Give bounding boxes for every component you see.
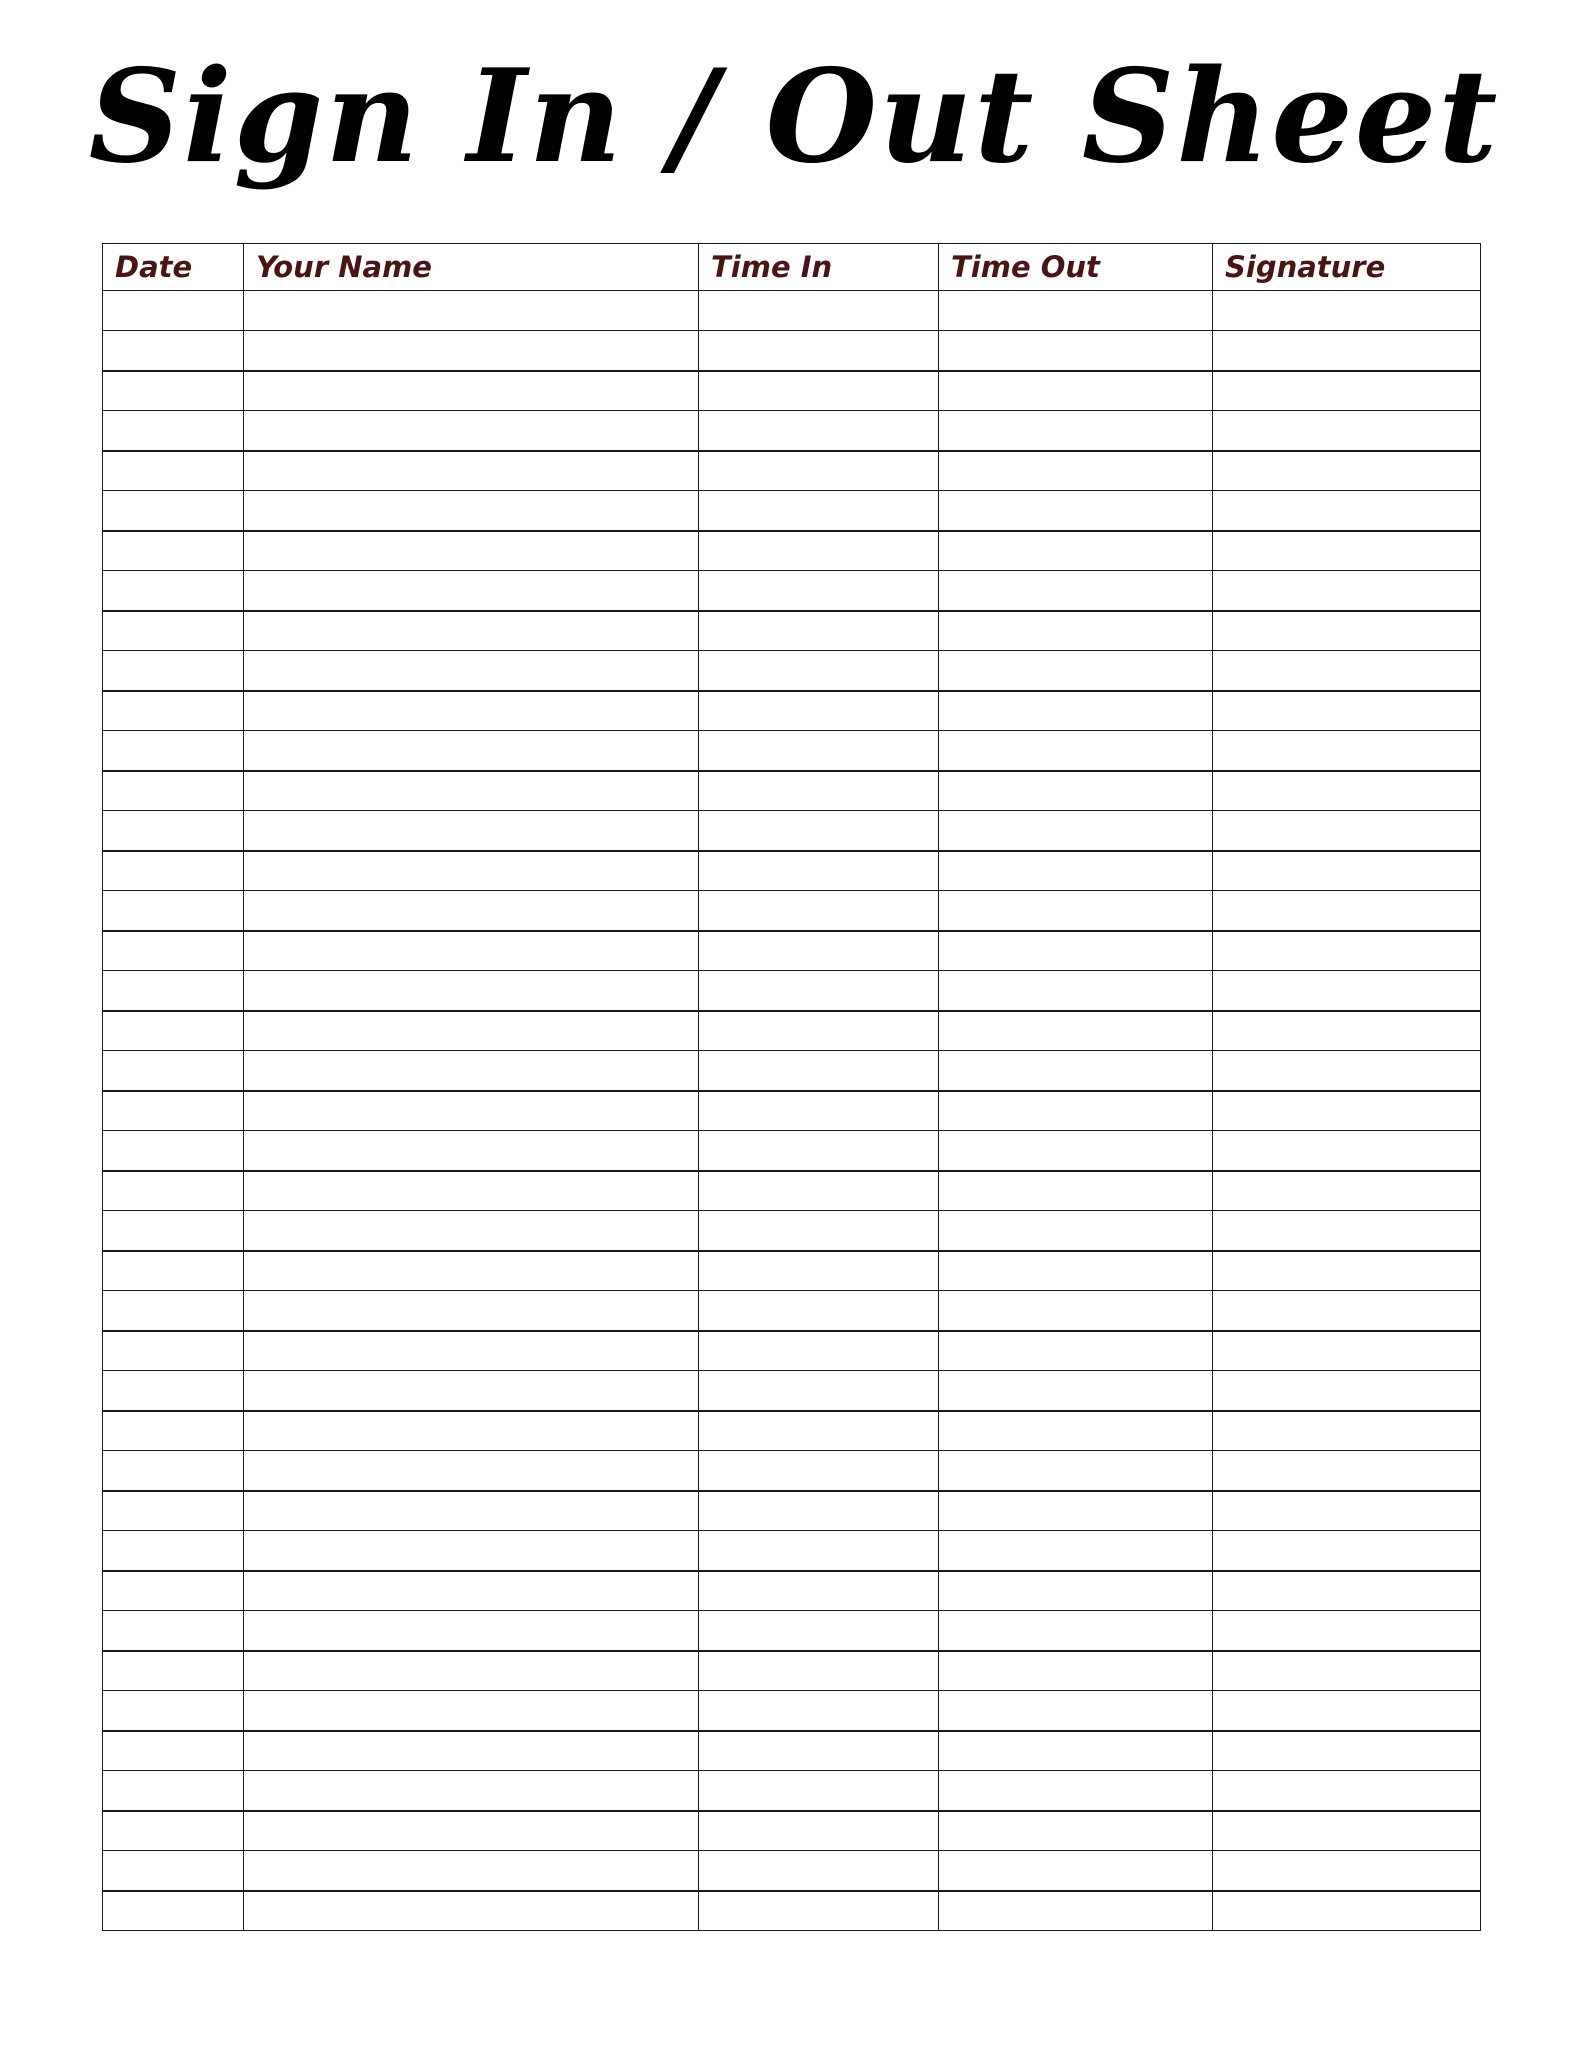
table-row xyxy=(103,411,1481,451)
table-row xyxy=(103,1091,1481,1131)
cell-signature xyxy=(1213,771,1481,811)
table-row xyxy=(103,1251,1481,1291)
table-row xyxy=(103,971,1481,1011)
cell-time-in xyxy=(699,1011,939,1051)
cell-your-name xyxy=(244,1891,699,1931)
cell-time-out xyxy=(939,1131,1213,1171)
cell-time-out xyxy=(939,1891,1213,1931)
cell-your-name xyxy=(244,1411,699,1451)
cell-signature xyxy=(1213,1571,1481,1611)
cell-signature xyxy=(1213,1131,1481,1171)
cell-signature xyxy=(1213,611,1481,651)
cell-time-in xyxy=(699,1251,939,1291)
cell-time-out xyxy=(939,491,1213,531)
cell-time-in xyxy=(699,691,939,731)
cell-signature xyxy=(1213,411,1481,451)
table-row xyxy=(103,1211,1481,1251)
cell-signature xyxy=(1213,931,1481,971)
column-header-date: Date xyxy=(103,244,244,291)
cell-your-name xyxy=(244,971,699,1011)
cell-time-out xyxy=(939,1531,1213,1571)
cell-time-out xyxy=(939,691,1213,731)
cell-signature xyxy=(1213,1891,1481,1931)
cell-time-out xyxy=(939,1331,1213,1371)
cell-date xyxy=(103,1891,244,1931)
cell-signature xyxy=(1213,451,1481,491)
cell-time-out xyxy=(939,291,1213,331)
cell-your-name xyxy=(244,371,699,411)
table-row xyxy=(103,451,1481,491)
cell-your-name xyxy=(244,1011,699,1051)
cell-your-name xyxy=(244,851,699,891)
cell-date xyxy=(103,1371,244,1411)
table-row xyxy=(103,1531,1481,1571)
cell-date xyxy=(103,371,244,411)
table-row xyxy=(103,1051,1481,1091)
cell-time-in xyxy=(699,291,939,331)
cell-your-name xyxy=(244,891,699,931)
cell-your-name xyxy=(244,451,699,491)
table-row xyxy=(103,1651,1481,1691)
cell-signature xyxy=(1213,571,1481,611)
cell-time-out xyxy=(939,1851,1213,1891)
cell-signature xyxy=(1213,1371,1481,1411)
cell-signature xyxy=(1213,851,1481,891)
cell-time-in xyxy=(699,1411,939,1451)
cell-time-out xyxy=(939,451,1213,491)
table-row xyxy=(103,531,1481,571)
cell-date xyxy=(103,971,244,1011)
cell-signature xyxy=(1213,691,1481,731)
cell-time-in xyxy=(699,651,939,691)
cell-date xyxy=(103,1691,244,1731)
cell-date xyxy=(103,1771,244,1811)
table-row xyxy=(103,571,1481,611)
cell-date xyxy=(103,1411,244,1451)
cell-signature xyxy=(1213,531,1481,571)
table-row xyxy=(103,1891,1481,1931)
cell-date xyxy=(103,1531,244,1571)
cell-time-in xyxy=(699,891,939,931)
cell-time-in xyxy=(699,851,939,891)
table-row xyxy=(103,851,1481,891)
cell-time-out xyxy=(939,1411,1213,1451)
table-row xyxy=(103,1171,1481,1211)
cell-time-in xyxy=(699,571,939,611)
cell-time-out xyxy=(939,851,1213,891)
cell-your-name xyxy=(244,1051,699,1091)
cell-your-name xyxy=(244,571,699,611)
cell-time-out xyxy=(939,1571,1213,1611)
cell-time-in xyxy=(699,1291,939,1331)
cell-time-in xyxy=(699,371,939,411)
cell-signature xyxy=(1213,1771,1481,1811)
cell-date xyxy=(103,331,244,371)
table-row xyxy=(103,651,1481,691)
cell-your-name xyxy=(244,1251,699,1291)
cell-time-in xyxy=(699,1771,939,1811)
cell-time-in xyxy=(699,1331,939,1371)
cell-date xyxy=(103,851,244,891)
cell-signature xyxy=(1213,1171,1481,1211)
cell-date xyxy=(103,1731,244,1771)
cell-time-out xyxy=(939,411,1213,451)
cell-your-name xyxy=(244,691,699,731)
cell-time-in xyxy=(699,1051,939,1091)
cell-time-in xyxy=(699,1131,939,1171)
cell-time-in xyxy=(699,1731,939,1771)
table-row xyxy=(103,1131,1481,1171)
cell-your-name xyxy=(244,771,699,811)
cell-your-name xyxy=(244,1491,699,1531)
cell-your-name xyxy=(244,1131,699,1171)
cell-time-out xyxy=(939,1371,1213,1411)
cell-date xyxy=(103,1851,244,1891)
cell-time-in xyxy=(699,1691,939,1731)
cell-signature xyxy=(1213,1491,1481,1531)
table-row xyxy=(103,1451,1481,1491)
cell-time-in xyxy=(699,531,939,571)
cell-time-out xyxy=(939,1011,1213,1051)
table-row xyxy=(103,1691,1481,1731)
cell-time-out xyxy=(939,571,1213,611)
cell-time-in xyxy=(699,1891,939,1931)
cell-signature xyxy=(1213,1051,1481,1091)
cell-time-in xyxy=(699,451,939,491)
cell-time-out xyxy=(939,1171,1213,1211)
table-row xyxy=(103,1011,1481,1051)
cell-time-out xyxy=(939,1811,1213,1851)
cell-your-name xyxy=(244,411,699,451)
cell-time-in xyxy=(699,811,939,851)
cell-your-name xyxy=(244,651,699,691)
cell-date xyxy=(103,811,244,851)
cell-signature xyxy=(1213,1211,1481,1251)
cell-time-in xyxy=(699,1491,939,1531)
cell-your-name xyxy=(244,291,699,331)
cell-time-in xyxy=(699,331,939,371)
cell-time-in xyxy=(699,611,939,651)
cell-date xyxy=(103,731,244,771)
cell-date xyxy=(103,531,244,571)
cell-your-name xyxy=(244,331,699,371)
cell-time-in xyxy=(699,491,939,531)
cell-time-in xyxy=(699,1171,939,1211)
cell-your-name xyxy=(244,1331,699,1371)
cell-time-out xyxy=(939,1051,1213,1091)
cell-your-name xyxy=(244,1571,699,1611)
table-row xyxy=(103,691,1481,731)
cell-time-out xyxy=(939,1211,1213,1251)
cell-time-out xyxy=(939,1491,1213,1531)
cell-time-in xyxy=(699,1811,939,1851)
cell-time-out xyxy=(939,1651,1213,1691)
cell-your-name xyxy=(244,931,699,971)
cell-signature xyxy=(1213,1651,1481,1691)
cell-date xyxy=(103,691,244,731)
table-row xyxy=(103,1291,1481,1331)
cell-your-name xyxy=(244,731,699,771)
cell-signature xyxy=(1213,1091,1481,1131)
cell-signature xyxy=(1213,291,1481,331)
table-row xyxy=(103,611,1481,651)
cell-signature xyxy=(1213,1011,1481,1051)
cell-date xyxy=(103,1331,244,1371)
table-row xyxy=(103,811,1481,851)
table-row xyxy=(103,1811,1481,1851)
cell-time-out xyxy=(939,1451,1213,1491)
cell-signature xyxy=(1213,371,1481,411)
cell-your-name xyxy=(244,611,699,651)
cell-time-out xyxy=(939,371,1213,411)
table-row xyxy=(103,1491,1481,1531)
page-title: Sign In / Out Sheet xyxy=(88,42,1500,192)
table-row xyxy=(103,931,1481,971)
table-row xyxy=(103,331,1481,371)
cell-time-in xyxy=(699,1211,939,1251)
cell-date xyxy=(103,1491,244,1531)
cell-date xyxy=(103,1091,244,1131)
table-body xyxy=(103,291,1481,1931)
cell-signature xyxy=(1213,971,1481,1011)
cell-time-in xyxy=(699,731,939,771)
cell-time-in xyxy=(699,1851,939,1891)
cell-your-name xyxy=(244,811,699,851)
table-row xyxy=(103,891,1481,931)
cell-time-out xyxy=(939,731,1213,771)
table-header-row xyxy=(103,244,1481,291)
cell-date xyxy=(103,1811,244,1851)
cell-date xyxy=(103,1171,244,1211)
cell-time-out xyxy=(939,971,1213,1011)
cell-time-out xyxy=(939,1611,1213,1651)
cell-signature xyxy=(1213,811,1481,851)
cell-date xyxy=(103,1011,244,1051)
cell-time-out xyxy=(939,771,1213,811)
cell-time-out xyxy=(939,931,1213,971)
cell-time-in xyxy=(699,1371,939,1411)
cell-time-in xyxy=(699,411,939,451)
cell-time-out xyxy=(939,531,1213,571)
table-row xyxy=(103,1851,1481,1891)
cell-date xyxy=(103,611,244,651)
cell-time-out xyxy=(939,331,1213,371)
cell-date xyxy=(103,291,244,331)
cell-your-name xyxy=(244,1211,699,1251)
cell-time-out xyxy=(939,1731,1213,1771)
cell-time-in xyxy=(699,1651,939,1691)
cell-your-name xyxy=(244,1531,699,1571)
cell-time-out xyxy=(939,891,1213,931)
cell-signature xyxy=(1213,1331,1481,1371)
cell-date xyxy=(103,1211,244,1251)
table-row xyxy=(103,1411,1481,1451)
cell-time-in xyxy=(699,1611,939,1651)
cell-signature xyxy=(1213,1451,1481,1491)
cell-time-in xyxy=(699,1571,939,1611)
cell-date xyxy=(103,651,244,691)
cell-your-name xyxy=(244,491,699,531)
cell-time-out xyxy=(939,1091,1213,1131)
cell-signature xyxy=(1213,1851,1481,1891)
cell-your-name xyxy=(244,1851,699,1891)
table-row xyxy=(103,1331,1481,1371)
cell-signature xyxy=(1213,1531,1481,1571)
cell-time-out xyxy=(939,811,1213,851)
sign-in-table xyxy=(102,243,1481,1931)
cell-your-name xyxy=(244,1291,699,1331)
cell-your-name xyxy=(244,531,699,571)
cell-date xyxy=(103,771,244,811)
cell-time-in xyxy=(699,1531,939,1571)
cell-date xyxy=(103,1251,244,1291)
cell-your-name xyxy=(244,1691,699,1731)
cell-date xyxy=(103,1611,244,1651)
cell-signature xyxy=(1213,331,1481,371)
cell-your-name xyxy=(244,1811,699,1851)
cell-date xyxy=(103,1451,244,1491)
cell-your-name xyxy=(244,1371,699,1411)
column-header-time-in: Time In xyxy=(699,244,939,291)
cell-signature xyxy=(1213,651,1481,691)
cell-your-name xyxy=(244,1451,699,1491)
table-row xyxy=(103,1571,1481,1611)
table-row xyxy=(103,1771,1481,1811)
cell-time-out xyxy=(939,611,1213,651)
cell-date xyxy=(103,411,244,451)
cell-signature xyxy=(1213,1411,1481,1451)
cell-signature xyxy=(1213,731,1481,771)
cell-signature xyxy=(1213,1291,1481,1331)
cell-date xyxy=(103,571,244,611)
table-row xyxy=(103,731,1481,771)
cell-signature xyxy=(1213,1251,1481,1291)
cell-time-out xyxy=(939,651,1213,691)
cell-time-out xyxy=(939,1251,1213,1291)
cell-date xyxy=(103,1131,244,1171)
table-row xyxy=(103,371,1481,411)
cell-date xyxy=(103,1651,244,1691)
cell-time-out xyxy=(939,1291,1213,1331)
cell-time-in xyxy=(699,1451,939,1491)
cell-signature xyxy=(1213,891,1481,931)
table-row xyxy=(103,771,1481,811)
cell-time-in xyxy=(699,931,939,971)
cell-signature xyxy=(1213,491,1481,531)
column-header-time-out: Time Out xyxy=(939,244,1213,291)
cell-date xyxy=(103,931,244,971)
cell-time-in xyxy=(699,1091,939,1131)
column-header-signature: Signature xyxy=(1213,244,1481,291)
cell-date xyxy=(103,451,244,491)
cell-signature xyxy=(1213,1731,1481,1771)
cell-your-name xyxy=(244,1611,699,1651)
table-row xyxy=(103,491,1481,531)
cell-date xyxy=(103,1571,244,1611)
cell-your-name xyxy=(244,1651,699,1691)
table-row xyxy=(103,1371,1481,1411)
cell-your-name xyxy=(244,1731,699,1771)
cell-signature xyxy=(1213,1611,1481,1651)
cell-time-in xyxy=(699,771,939,811)
cell-time-out xyxy=(939,1691,1213,1731)
cell-time-in xyxy=(699,971,939,1011)
cell-signature xyxy=(1213,1691,1481,1731)
cell-time-out xyxy=(939,1771,1213,1811)
cell-your-name xyxy=(244,1091,699,1131)
cell-date xyxy=(103,1051,244,1091)
cell-date xyxy=(103,891,244,931)
cell-date xyxy=(103,1291,244,1331)
cell-your-name xyxy=(244,1771,699,1811)
cell-signature xyxy=(1213,1811,1481,1851)
cell-your-name xyxy=(244,1171,699,1211)
table-row xyxy=(103,1731,1481,1771)
table-row xyxy=(103,291,1481,331)
column-header-your-name: Your Name xyxy=(244,244,699,291)
table-row xyxy=(103,1611,1481,1651)
cell-date xyxy=(103,491,244,531)
